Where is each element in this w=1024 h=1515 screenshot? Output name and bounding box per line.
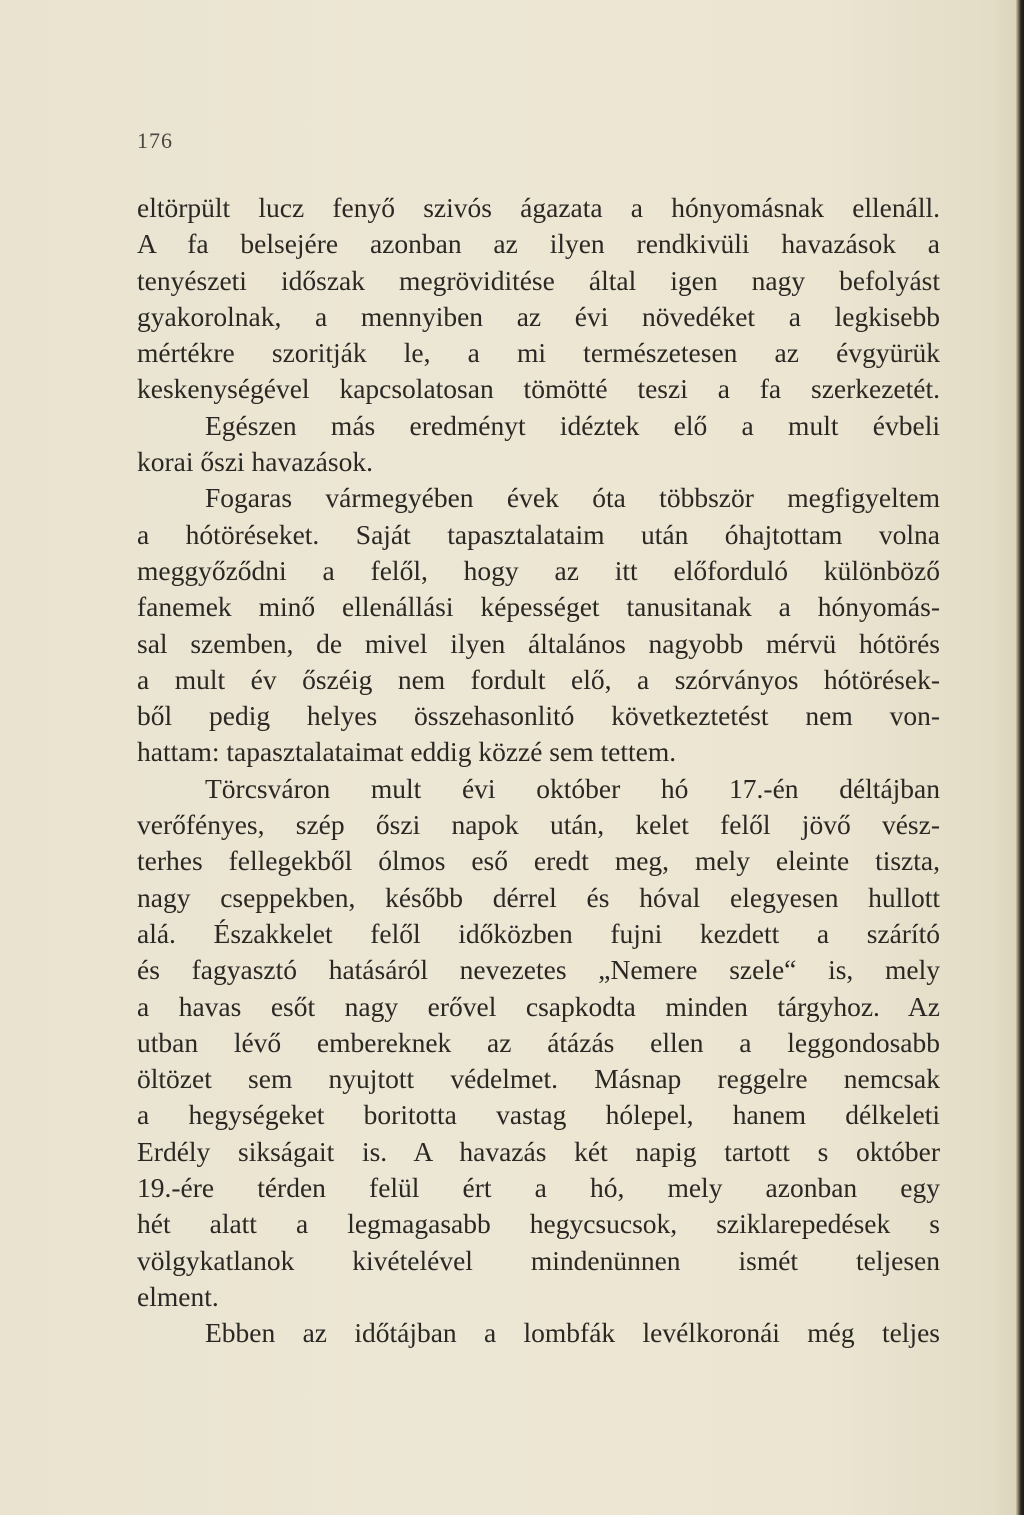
text-line: Ebben az időtájban a lombfák levélkoronái még teljes: [205, 1317, 940, 1349]
text-line: ből pedig helyes összehasonlitó következtetést nem von-: [137, 700, 940, 732]
text-line: sal szemben, de mivel ilyen általános nagyobb mérvü hótörés: [137, 627, 940, 659]
text-line: a havas esőt nagy erővel csapkodta minden tárgyhoz. Az: [137, 990, 940, 1022]
text-line: mértékre szoritják le, a mi természetesen az évgyürük: [137, 337, 940, 369]
text-line: elment.: [137, 1280, 219, 1312]
text-line: eltörpült lucz fenyő szivós ágazata a hónyomásnak ellenáll.: [137, 192, 940, 223]
text-line: terhes fellegekből ólmos eső eredt meg, mely eleinte tiszta,: [137, 845, 940, 877]
text-line: a hegységeket boritotta vastag hólepel, hanem délkeleti: [137, 1099, 940, 1131]
text-line: fanemek minő ellenállási képességet tanusitanak a hónyomás-: [137, 591, 940, 623]
text-line: és fagyasztó hatásáról nevezetes „Nemere szele“ is, mely: [137, 954, 940, 986]
page-edge-shadow: [1016, 0, 1024, 1515]
text-line: Törcsváron mult évi október hó 17.-én déltájban: [205, 772, 940, 804]
text-line: hattam: tapasztalataimat eddig közzé sem tettem.: [137, 736, 677, 768]
text-line: alá. Északkelet felől időközben fujni kezdett a szárító: [137, 917, 940, 949]
text-line: keskenységével kapcsolatosan tömötté teszi a fa szerkezetét.: [137, 373, 940, 405]
text-line: öltözet sem nyujtott védelmet. Másnap reggelre nemcsak: [137, 1063, 940, 1095]
text-line: nagy cseppekben, később dérrel és hóval elegyesen hullott: [137, 881, 940, 913]
text-line: utban lévő embereknek az átázás ellen a leggondosabb: [137, 1026, 940, 1058]
text-line: A fa belsejére azonban az ilyen rendkivüli havazások a: [137, 228, 940, 260]
text-line: gyakorolnak, a mennyiben az évi növedéket a legkisebb: [137, 300, 940, 332]
text-line: Erdély sikságait is. A havazás két napig tartott s október: [137, 1135, 940, 1167]
text-line: a mult év őszéig nem fordult elő, a szórványos hótörések-: [137, 663, 940, 695]
body-text: [137, 190, 940, 1352]
text-line: korai őszi havazások.: [137, 446, 373, 478]
text-line: meggyőződni a felől, hogy az itt előforduló különböző: [137, 554, 940, 586]
text-line: a hótöréseket. Saját tapasztalataim után óhajtottam volna: [137, 518, 940, 550]
text-line: Egészen más eredményt idéztek elő a mult évbeli: [205, 409, 940, 441]
text-line: verőfényes, szép őszi napok után, kelet felől jövő vész-: [137, 809, 940, 841]
page-number: 176: [137, 128, 173, 153]
text-line: tenyészeti időszak megröviditése által igen nagy befolyást: [137, 264, 940, 296]
text-line: völgykatlanok kivételével mindenünnen ismét teljesen: [137, 1244, 940, 1276]
text-line: hét alatt a legmagasabb hegycsucsok, sziklarepedések s: [137, 1208, 940, 1240]
text-line: 19.-ére térden felül ért a hó, mely azonban egy: [137, 1172, 940, 1204]
text-line: Fogaras vármegyében évek óta többször megfigyeltem: [205, 482, 940, 514]
